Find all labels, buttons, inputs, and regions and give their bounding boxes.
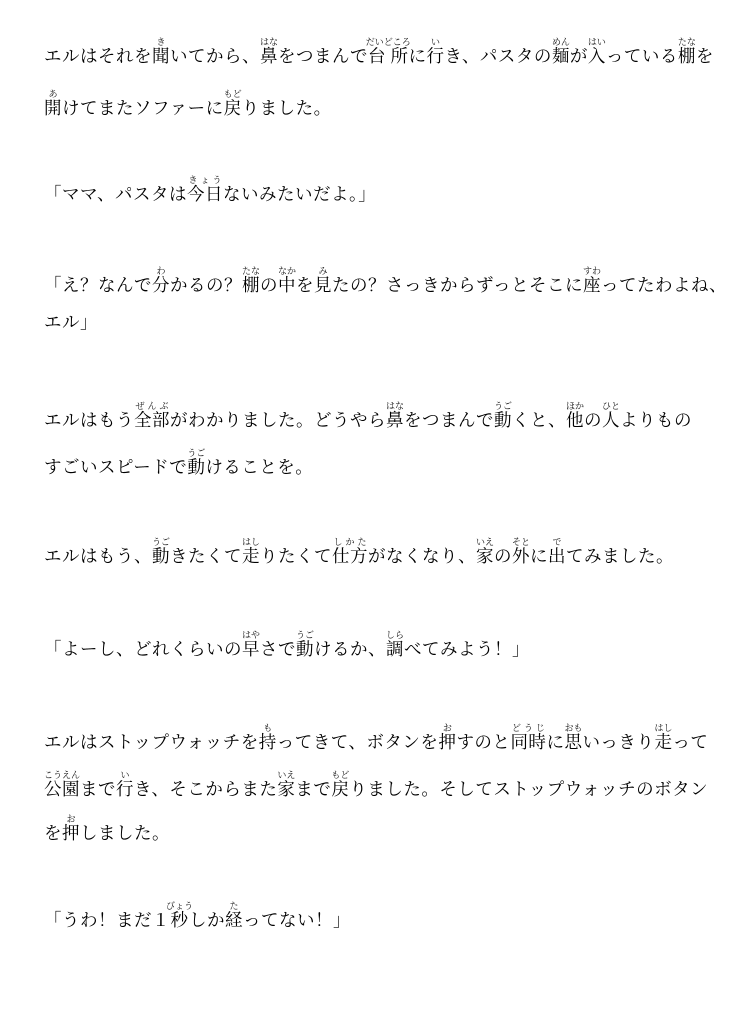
kanji-base: 秒 <box>166 911 193 931</box>
furigana-reading: そと <box>512 538 531 548</box>
furigana-word <box>386 402 405 431</box>
text-line <box>44 315 98 333</box>
kanji-base: 仕方 <box>332 547 368 567</box>
kanji-base: 外 <box>512 547 530 567</box>
kanji-base: 走 <box>654 733 673 753</box>
text-line <box>44 724 708 753</box>
furigana-word <box>44 90 62 119</box>
text-segment: の <box>584 411 602 431</box>
furigana-reading: いえ <box>277 771 296 781</box>
furigana-reading: いえ <box>476 538 495 548</box>
kanji-base: 聞 <box>152 47 170 67</box>
kanji-base: 座 <box>582 276 601 296</box>
furigana-reading: もど <box>331 771 350 781</box>
text-segment: き、そこからまた <box>134 780 278 800</box>
furigana-word <box>314 267 332 296</box>
furigana-word <box>152 538 171 567</box>
text-segment: よりもの <box>620 411 692 431</box>
kanji-base: 入 <box>587 47 606 67</box>
furigana-reading: み <box>314 267 332 277</box>
furigana-word <box>242 538 261 567</box>
furigana-word <box>166 902 194 931</box>
furigana-word <box>476 538 495 567</box>
furigana-reading: しら <box>386 631 405 641</box>
furigana-reading: うご <box>494 402 513 412</box>
furigana-reading: ひと <box>602 402 621 412</box>
text-segment: たの？さっきからずっとそこに <box>332 276 583 296</box>
kanji-base: 分 <box>152 276 170 296</box>
furigana-reading: うご <box>152 538 171 548</box>
furigana-word <box>512 538 531 567</box>
furigana-word <box>242 267 261 296</box>
furigana-word <box>494 402 513 431</box>
furigana-word <box>331 771 350 800</box>
furigana-word <box>62 815 80 844</box>
text-segment: りたくて <box>260 547 332 567</box>
kanji-base: 早 <box>242 640 260 660</box>
text-segment: さで <box>260 640 296 660</box>
furigana-reading: たな <box>242 267 261 277</box>
furigana-word <box>677 38 696 67</box>
kanji-base: 今日 <box>186 185 223 205</box>
furigana-reading: びょう <box>166 902 194 912</box>
furigana-word <box>278 267 297 296</box>
kanji-base: 行 <box>426 47 445 67</box>
text-segment: エルはもう <box>44 411 134 431</box>
furigana-reading: お <box>438 724 457 734</box>
furigana-reading: めん <box>551 38 570 48</box>
furigana-word <box>332 538 368 567</box>
text-segment: すごいスピードで <box>44 458 188 478</box>
text-segment: を <box>296 276 314 296</box>
text-segment: きたくて <box>170 547 242 567</box>
furigana-reading: はし <box>242 538 261 548</box>
text-segment: べてみよう！」 <box>404 640 530 660</box>
text-segment: をつまんで <box>404 411 494 431</box>
furigana-word <box>548 538 566 567</box>
text-segment: りました。 <box>241 99 332 119</box>
furigana-reading: ほか <box>566 402 585 412</box>
furigana-word <box>602 402 621 431</box>
kanji-base: 調 <box>386 640 404 660</box>
text-segment: 「うわ！まだ１ <box>44 911 170 931</box>
kanji-base: 台所 <box>365 47 411 67</box>
text-segment: ってたわよね、 <box>600 276 727 296</box>
kanji-base: 全部 <box>134 411 170 431</box>
kanji-base: 鼻 <box>260 47 278 67</box>
furigana-word <box>258 724 277 753</box>
text-segment: エルはもう、 <box>44 547 152 567</box>
kanji-base: 鼻 <box>386 411 404 431</box>
kanji-base: 開 <box>44 99 62 119</box>
furigana-word <box>654 724 673 753</box>
kanji-base: 出 <box>548 547 566 567</box>
text-segment: りました。そしてストップウォッチのボタン <box>349 780 709 800</box>
text-segment: っている <box>605 47 678 67</box>
furigana-reading: はい <box>587 38 606 48</box>
text-segment: ってない！」 <box>243 911 351 931</box>
text-segment: の <box>494 547 512 567</box>
text-segment: まで <box>80 780 117 800</box>
furigana-reading: はな <box>260 38 279 48</box>
text-segment: すのと <box>456 733 511 753</box>
text-segment: まで <box>295 780 332 800</box>
text-segment: の <box>260 276 278 296</box>
furigana-word <box>551 38 570 67</box>
text-segment: ないみたいだよ。」 <box>222 185 377 205</box>
text-line <box>44 402 692 431</box>
furigana-reading: で <box>548 538 566 548</box>
kanji-base: 動 <box>494 411 512 431</box>
text-segment: 「ママ、パスタは <box>44 185 187 205</box>
text-line <box>44 267 727 296</box>
furigana-reading: おも <box>564 724 583 734</box>
text-segment: 「え？なんで <box>44 276 152 296</box>
text-segment: しか <box>189 911 225 931</box>
kanji-base: 他 <box>566 411 584 431</box>
furigana-reading: た <box>225 902 243 912</box>
furigana-word <box>260 38 279 67</box>
furigana-reading: うご <box>296 631 315 641</box>
text-line <box>44 449 313 478</box>
text-segment: に <box>530 547 548 567</box>
furigana-word <box>386 631 405 660</box>
kanji-base: 見 <box>314 276 332 296</box>
text-segment: に <box>546 733 565 753</box>
kanji-base: 公園 <box>44 780 81 800</box>
kanji-base: 戻 <box>331 780 350 800</box>
kanji-base: 動 <box>296 640 314 660</box>
furigana-word <box>426 38 445 67</box>
furigana-reading: お <box>62 815 80 825</box>
kanji-base: 同時 <box>510 733 547 753</box>
text-segment: き、パスタの <box>444 47 552 67</box>
furigana-reading: い <box>116 771 134 781</box>
kanji-base: 動 <box>187 458 206 478</box>
kanji-base: 麺 <box>551 47 570 67</box>
text-segment: エルはそれを <box>44 47 152 67</box>
furigana-word <box>587 38 606 67</box>
furigana-word <box>44 771 81 800</box>
kanji-base: 思 <box>564 733 583 753</box>
furigana-reading: しかた <box>332 538 368 548</box>
furigana-reading: なか <box>278 267 297 277</box>
text-line <box>44 90 332 119</box>
text-line <box>44 38 714 67</box>
furigana-reading: うご <box>187 449 206 459</box>
text-line <box>44 176 376 205</box>
furigana-reading: はし <box>654 724 673 734</box>
text-line <box>44 771 708 800</box>
kanji-base: 経 <box>225 911 243 931</box>
furigana-reading: たな <box>677 38 696 48</box>
kanji-base: 家 <box>476 547 494 567</box>
kanji-base: 持 <box>258 733 277 753</box>
text-segment: がなくなり、 <box>368 547 476 567</box>
furigana-reading: き <box>152 38 170 48</box>
kanji-base: 動 <box>152 547 170 567</box>
text-segment: けることを。 <box>205 458 314 478</box>
furigana-word <box>242 631 261 660</box>
text-segment: をつまんで <box>278 47 368 67</box>
furigana-word <box>187 449 206 478</box>
furigana-word <box>438 724 457 753</box>
text-segment: 「よーし、どれくらいの <box>44 640 242 660</box>
text-line <box>44 631 530 660</box>
text-line <box>44 815 170 844</box>
text-segment: って <box>672 733 709 753</box>
furigana-word <box>152 38 170 67</box>
furigana-reading: すわ <box>582 267 601 277</box>
text-line <box>44 538 674 567</box>
furigana-word <box>116 771 135 800</box>
kanji-base: 戻 <box>223 99 242 119</box>
kanji-base: 家 <box>277 780 296 800</box>
text-segment: しました。 <box>80 824 170 844</box>
furigana-word <box>277 771 296 800</box>
text-segment: エル」 <box>44 313 98 333</box>
furigana-word <box>223 90 242 119</box>
text-segment: いっきり <box>582 733 655 753</box>
kanji-base: 押 <box>62 824 80 844</box>
text-segment: いてから、 <box>170 47 260 67</box>
text-segment: けてまたソファーに <box>62 99 224 119</box>
kanji-base: 人 <box>602 411 620 431</box>
text-segment: エルはストップウォッチを <box>44 733 259 753</box>
kanji-base: 走 <box>242 547 260 567</box>
furigana-word <box>365 38 411 67</box>
furigana-reading: もど <box>223 90 242 100</box>
furigana-reading: も <box>258 724 277 734</box>
furigana-word <box>564 724 583 753</box>
text-segment: が <box>569 47 588 67</box>
furigana-reading: あ <box>44 90 62 100</box>
kanji-base: 棚 <box>242 276 260 296</box>
furigana-reading: はや <box>242 631 261 641</box>
kanji-base: 棚 <box>677 47 696 67</box>
text-segment: ってきて、ボタンを <box>276 733 439 753</box>
furigana-reading: わ <box>152 267 170 277</box>
furigana-word <box>296 631 315 660</box>
furigana-reading: だいどころ <box>365 38 411 48</box>
furigana-word <box>510 724 547 753</box>
furigana-reading: こうえん <box>44 771 81 781</box>
text-segment: かるの？ <box>170 276 242 296</box>
furigana-reading: い <box>426 38 445 48</box>
furigana-reading: きょう <box>186 176 223 186</box>
furigana-reading: どうじ <box>510 724 547 734</box>
text-segment: に <box>408 47 427 67</box>
text-segment: くと、 <box>512 411 566 431</box>
furigana-word <box>134 402 170 431</box>
kanji-base: 中 <box>278 276 296 296</box>
furigana-reading: ぜんぶ <box>134 402 170 412</box>
text-segment: けるか、 <box>314 640 386 660</box>
text-segment: を <box>44 824 62 844</box>
text-segment: がわかりました。どうやら <box>170 411 386 431</box>
furigana-word <box>152 267 170 296</box>
text-segment: を <box>695 47 714 67</box>
kanji-base: 押 <box>438 733 457 753</box>
furigana-word <box>566 402 585 431</box>
furigana-word <box>225 902 243 931</box>
text-segment: てみました。 <box>566 547 674 567</box>
kanji-base: 行 <box>116 780 135 800</box>
text-line <box>44 902 351 931</box>
furigana-word <box>186 176 223 205</box>
furigana-reading: はな <box>386 402 405 412</box>
furigana-word <box>582 267 601 296</box>
